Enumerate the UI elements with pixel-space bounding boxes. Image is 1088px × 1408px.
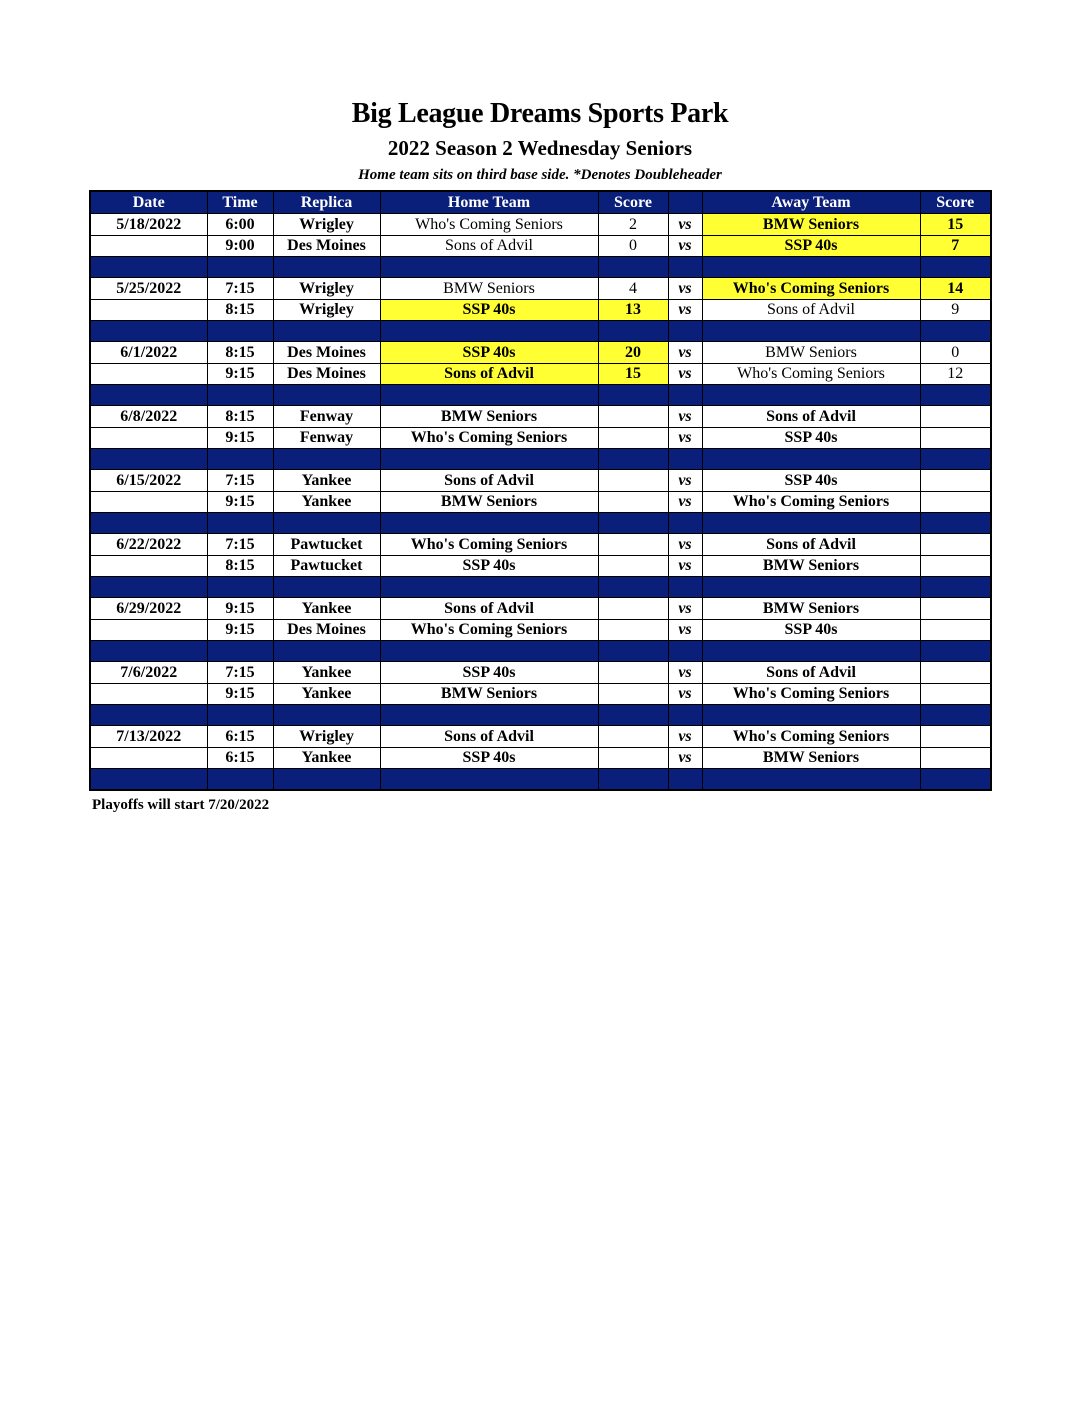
away-score-cell: [920, 598, 991, 620]
away-team-cell: Who's Coming Seniors: [702, 363, 920, 385]
replica-cell: Pawtucket: [273, 555, 380, 577]
week-separator-row: [90, 385, 991, 406]
vs-cell: vs: [668, 726, 702, 748]
separator-cell: [668, 513, 702, 534]
time-cell: 9:00: [207, 235, 273, 257]
home-team-cell: Sons of Advil: [380, 726, 598, 748]
separator-cell: [207, 769, 273, 791]
replica-cell: Des Moines: [273, 619, 380, 641]
away-score-cell: [920, 555, 991, 577]
time-cell: 9:15: [207, 619, 273, 641]
home-score-cell: [598, 406, 668, 428]
week-separator-row: [90, 641, 991, 662]
date-cell: [90, 427, 207, 449]
date-cell: [90, 363, 207, 385]
table-row: [90, 235, 991, 257]
time-cell: 7:15: [207, 534, 273, 556]
separator-cell: [273, 321, 380, 342]
col-header-date: Date: [90, 191, 207, 214]
home-team-cell: Sons of Advil: [380, 598, 598, 620]
away-team-cell: Sons of Advil: [702, 534, 920, 556]
away-score-cell: [920, 662, 991, 684]
home-score-cell: [598, 683, 668, 705]
away-team-cell: BMW Seniors: [702, 598, 920, 620]
separator-cell: [380, 769, 598, 791]
away-team-cell: Sons of Advil: [702, 662, 920, 684]
date-cell: [90, 683, 207, 705]
vs-cell: vs: [668, 278, 702, 300]
playoffs-note: Playoffs will start 7/20/2022: [92, 797, 270, 813]
vs-cell: vs: [668, 427, 702, 449]
col-header-replica: Replica: [273, 191, 380, 214]
date-cell: [90, 235, 207, 257]
separator-cell: [598, 705, 668, 726]
away-team-cell: Who's Coming Seniors: [702, 278, 920, 300]
separator-cell: [702, 257, 920, 278]
separator-cell: [598, 257, 668, 278]
separator-cell: [668, 321, 702, 342]
away-score-cell: 12: [920, 363, 991, 385]
home-score-cell: [598, 726, 668, 748]
away-score-cell: [920, 726, 991, 748]
separator-cell: [920, 641, 991, 662]
replica-cell: Des Moines: [273, 342, 380, 364]
week-separator-row: [90, 257, 991, 278]
separator-cell: [920, 769, 991, 791]
time-cell: 6:00: [207, 214, 273, 236]
col-header-vs: [668, 191, 702, 214]
week-separator-row: [90, 321, 991, 342]
separator-cell: [920, 321, 991, 342]
vs-cell: vs: [668, 491, 702, 513]
home-team-cell: BMW Seniors: [380, 406, 598, 428]
away-score-cell: [920, 747, 991, 769]
time-cell: 8:15: [207, 342, 273, 364]
separator-cell: [598, 385, 668, 406]
page-subtitle: 2022 Season 2 Wednesday Seniors: [387, 136, 693, 160]
col-header-home-score: Score: [598, 191, 668, 214]
table-row: [90, 470, 991, 492]
replica-cell: Pawtucket: [273, 534, 380, 556]
away-team-cell: SSP 40s: [702, 619, 920, 641]
separator-cell: [207, 513, 273, 534]
separator-cell: [380, 641, 598, 662]
week-separator-row: [90, 577, 991, 598]
home-score-cell: [598, 491, 668, 513]
col-header-away-team: Away Team: [702, 191, 920, 214]
replica-cell: Yankee: [273, 491, 380, 513]
col-header-time: Time: [207, 191, 273, 214]
away-score-cell: 15: [920, 214, 991, 236]
away-team-cell: BMW Seniors: [702, 214, 920, 236]
vs-cell: vs: [668, 214, 702, 236]
separator-cell: [380, 257, 598, 278]
separator-cell: [90, 577, 207, 598]
away-score-cell: [920, 470, 991, 492]
separator-cell: [702, 321, 920, 342]
separator-cell: [920, 513, 991, 534]
separator-cell: [273, 705, 380, 726]
home-team-cell: SSP 40s: [380, 299, 598, 321]
page-title: Big League Dreams Sports Park: [351, 98, 729, 129]
home-team-cell: Who's Coming Seniors: [380, 427, 598, 449]
week-separator-row: [90, 449, 991, 470]
home-team-cell: Sons of Advil: [380, 363, 598, 385]
vs-cell: vs: [668, 662, 702, 684]
table-row: [90, 214, 991, 236]
date-cell: 6/8/2022: [90, 406, 207, 428]
away-team-cell: SSP 40s: [702, 427, 920, 449]
separator-cell: [702, 641, 920, 662]
vs-cell: vs: [668, 406, 702, 428]
vs-cell: vs: [668, 534, 702, 556]
schedule-body: [90, 214, 991, 791]
separator-cell: [207, 257, 273, 278]
separator-cell: [598, 449, 668, 470]
header-row: [90, 191, 991, 214]
separator-cell: [90, 705, 207, 726]
separator-cell: [920, 577, 991, 598]
separator-cell: [90, 321, 207, 342]
home-team-cell: Who's Coming Seniors: [380, 534, 598, 556]
separator-cell: [273, 449, 380, 470]
time-cell: 7:15: [207, 278, 273, 300]
away-score-cell: 7: [920, 235, 991, 257]
home-team-cell: BMW Seniors: [380, 683, 598, 705]
separator-cell: [598, 641, 668, 662]
separator-cell: [920, 257, 991, 278]
separator-cell: [668, 641, 702, 662]
away-team-cell: Who's Coming Seniors: [702, 726, 920, 748]
away-team-cell: Who's Coming Seniors: [702, 491, 920, 513]
away-score-cell: 9: [920, 299, 991, 321]
home-score-cell: [598, 427, 668, 449]
table-row: [90, 427, 991, 449]
week-separator-row: [90, 769, 991, 791]
date-cell: [90, 619, 207, 641]
home-score-cell: [598, 598, 668, 620]
away-score-cell: [920, 491, 991, 513]
replica-cell: Des Moines: [273, 235, 380, 257]
separator-cell: [207, 641, 273, 662]
date-cell: 6/15/2022: [90, 470, 207, 492]
separator-cell: [702, 577, 920, 598]
away-team-cell: SSP 40s: [702, 470, 920, 492]
home-team-cell: SSP 40s: [380, 662, 598, 684]
separator-cell: [207, 321, 273, 342]
table-row: [90, 726, 991, 748]
home-score-cell: [598, 619, 668, 641]
separator-cell: [702, 385, 920, 406]
home-team-cell: BMW Seniors: [380, 278, 598, 300]
replica-cell: Yankee: [273, 598, 380, 620]
separator-cell: [920, 449, 991, 470]
away-score-cell: [920, 406, 991, 428]
table-row: [90, 278, 991, 300]
replica-cell: Wrigley: [273, 726, 380, 748]
home-score-cell: [598, 662, 668, 684]
table-row: [90, 555, 991, 577]
table-row: [90, 299, 991, 321]
away-score-cell: [920, 427, 991, 449]
home-score-cell: [598, 555, 668, 577]
vs-cell: vs: [668, 363, 702, 385]
date-cell: 5/25/2022: [90, 278, 207, 300]
replica-cell: Yankee: [273, 683, 380, 705]
away-score-cell: 14: [920, 278, 991, 300]
separator-cell: [702, 513, 920, 534]
time-cell: 6:15: [207, 747, 273, 769]
home-score-cell: 13: [598, 299, 668, 321]
vs-cell: vs: [668, 683, 702, 705]
separator-cell: [668, 257, 702, 278]
separator-cell: [90, 641, 207, 662]
separator-cell: [207, 385, 273, 406]
replica-cell: Fenway: [273, 406, 380, 428]
table-row: [90, 683, 991, 705]
separator-cell: [702, 769, 920, 791]
time-cell: 9:15: [207, 363, 273, 385]
time-cell: 8:15: [207, 555, 273, 577]
separator-cell: [598, 577, 668, 598]
replica-cell: Yankee: [273, 662, 380, 684]
separator-cell: [273, 577, 380, 598]
table-row: [90, 598, 991, 620]
time-cell: 9:15: [207, 427, 273, 449]
home-score-cell: 15: [598, 363, 668, 385]
home-score-cell: [598, 747, 668, 769]
schedule-table: [89, 190, 992, 791]
date-cell: 7/6/2022: [90, 662, 207, 684]
table-row: [90, 363, 991, 385]
time-cell: 8:15: [207, 299, 273, 321]
separator-cell: [380, 385, 598, 406]
away-team-cell: Sons of Advil: [702, 299, 920, 321]
separator-cell: [668, 705, 702, 726]
table-row: [90, 406, 991, 428]
separator-cell: [273, 385, 380, 406]
week-separator-row: [90, 705, 991, 726]
vs-cell: vs: [668, 555, 702, 577]
col-header-away-score: Score: [920, 191, 991, 214]
separator-cell: [598, 321, 668, 342]
replica-cell: Yankee: [273, 470, 380, 492]
separator-cell: [90, 257, 207, 278]
date-cell: [90, 747, 207, 769]
date-cell: 6/22/2022: [90, 534, 207, 556]
separator-cell: [668, 769, 702, 791]
separator-cell: [273, 769, 380, 791]
home-team-cell: BMW Seniors: [380, 491, 598, 513]
time-cell: 9:15: [207, 491, 273, 513]
home-score-cell: 4: [598, 278, 668, 300]
separator-cell: [380, 577, 598, 598]
table-row: [90, 619, 991, 641]
time-cell: 8:15: [207, 406, 273, 428]
home-team-cell: Who's Coming Seniors: [380, 214, 598, 236]
date-cell: 7/13/2022: [90, 726, 207, 748]
away-score-cell: [920, 619, 991, 641]
away-team-cell: Sons of Advil: [702, 406, 920, 428]
date-cell: 6/1/2022: [90, 342, 207, 364]
vs-cell: vs: [668, 747, 702, 769]
separator-cell: [598, 769, 668, 791]
replica-cell: Fenway: [273, 427, 380, 449]
away-team-cell: SSP 40s: [702, 235, 920, 257]
replica-cell: Wrigley: [273, 299, 380, 321]
home-score-cell: 0: [598, 235, 668, 257]
date-cell: 6/29/2022: [90, 598, 207, 620]
replica-cell: Wrigley: [273, 214, 380, 236]
home-score-cell: [598, 470, 668, 492]
replica-cell: Yankee: [273, 747, 380, 769]
home-team-cell: Who's Coming Seniors: [380, 619, 598, 641]
table-row: [90, 747, 991, 769]
date-cell: [90, 555, 207, 577]
replica-cell: Wrigley: [273, 278, 380, 300]
separator-cell: [668, 449, 702, 470]
separator-cell: [702, 705, 920, 726]
separator-cell: [273, 257, 380, 278]
separator-cell: [90, 513, 207, 534]
replica-cell: Des Moines: [273, 363, 380, 385]
separator-cell: [702, 449, 920, 470]
time-cell: 7:15: [207, 662, 273, 684]
separator-cell: [380, 513, 598, 534]
home-score-cell: [598, 534, 668, 556]
away-score-cell: [920, 683, 991, 705]
date-cell: [90, 491, 207, 513]
schedule-note: Home team sits on third base side. *Denotes Doubleheader: [358, 167, 722, 183]
week-separator-row: [90, 513, 991, 534]
separator-cell: [273, 513, 380, 534]
home-score-cell: 2: [598, 214, 668, 236]
separator-cell: [90, 449, 207, 470]
away-team-cell: BMW Seniors: [702, 555, 920, 577]
home-team-cell: SSP 40s: [380, 747, 598, 769]
home-score-cell: 20: [598, 342, 668, 364]
away-team-cell: BMW Seniors: [702, 342, 920, 364]
vs-cell: vs: [668, 342, 702, 364]
separator-cell: [598, 513, 668, 534]
separator-cell: [90, 769, 207, 791]
table-row: [90, 662, 991, 684]
home-team-cell: Sons of Advil: [380, 470, 598, 492]
vs-cell: vs: [668, 299, 702, 321]
home-team-cell: Sons of Advil: [380, 235, 598, 257]
date-cell: [90, 299, 207, 321]
home-team-cell: SSP 40s: [380, 555, 598, 577]
separator-cell: [380, 321, 598, 342]
date-cell: 5/18/2022: [90, 214, 207, 236]
separator-cell: [207, 577, 273, 598]
vs-cell: vs: [668, 598, 702, 620]
vs-cell: vs: [668, 619, 702, 641]
away-score-cell: 0: [920, 342, 991, 364]
home-team-cell: SSP 40s: [380, 342, 598, 364]
separator-cell: [90, 385, 207, 406]
time-cell: 7:15: [207, 470, 273, 492]
separator-cell: [207, 449, 273, 470]
vs-cell: vs: [668, 470, 702, 492]
time-cell: 9:15: [207, 598, 273, 620]
time-cell: 6:15: [207, 726, 273, 748]
away-team-cell: BMW Seniors: [702, 747, 920, 769]
col-header-home-team: Home Team: [380, 191, 598, 214]
vs-cell: vs: [668, 235, 702, 257]
away-score-cell: [920, 534, 991, 556]
separator-cell: [668, 385, 702, 406]
separator-cell: [380, 705, 598, 726]
time-cell: 9:15: [207, 683, 273, 705]
separator-cell: [920, 705, 991, 726]
separator-cell: [380, 449, 598, 470]
away-team-cell: Who's Coming Seniors: [702, 683, 920, 705]
separator-cell: [273, 641, 380, 662]
separator-cell: [920, 385, 991, 406]
table-row: [90, 491, 991, 513]
separator-cell: [668, 577, 702, 598]
table-row: [90, 534, 991, 556]
table-row: [90, 342, 991, 364]
separator-cell: [207, 705, 273, 726]
